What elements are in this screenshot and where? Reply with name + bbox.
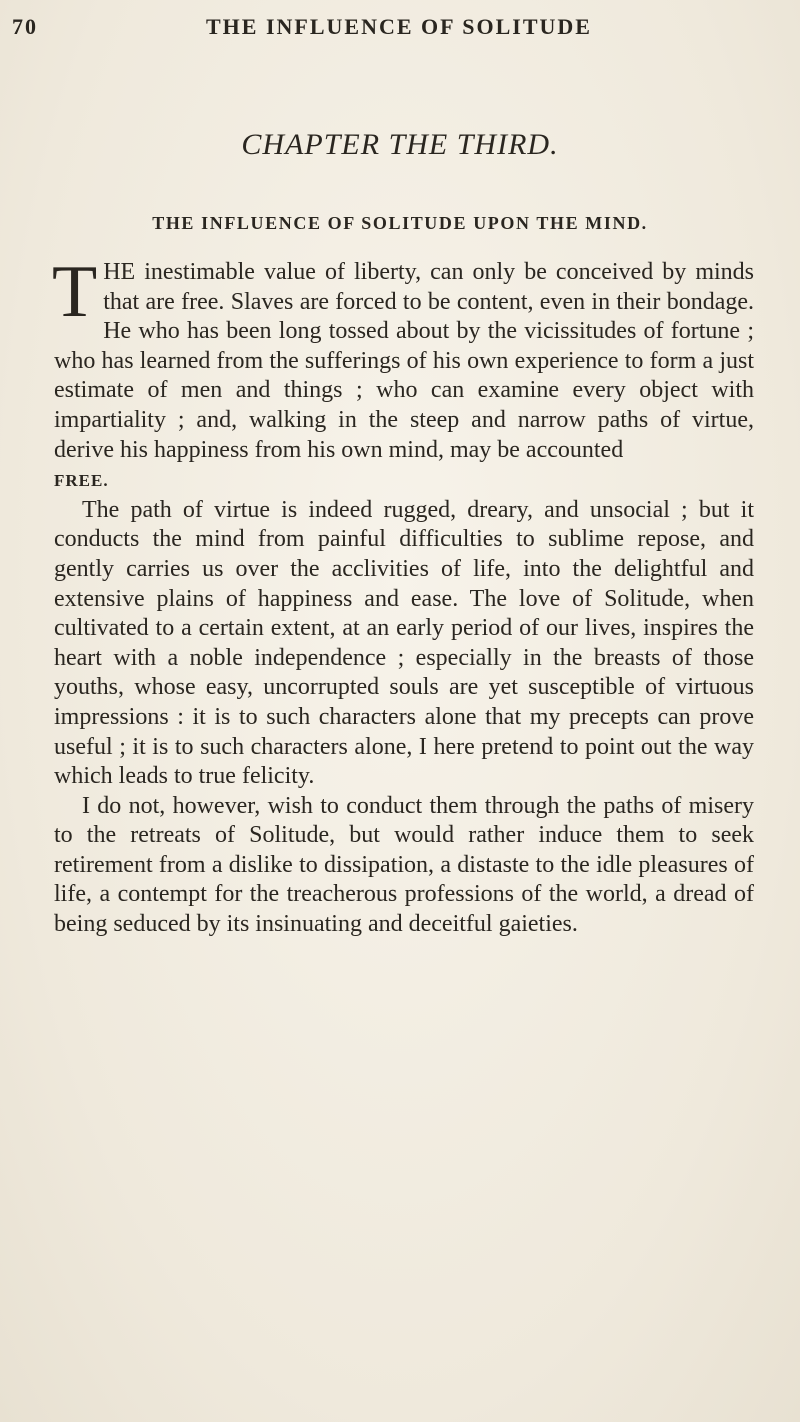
paragraph-3: I do not, however, wish to conduct them through the paths of misery to the retreats of Solitude, but would rather induce them to seek retirement from a dislike to dissipation, a distaste to the idle pleasures of life, a contempt for the treacherous professions of the world, a dread of being seduced by its insinuating and deceitful gaieties. — [54, 792, 754, 938]
paragraph-2: The path of virtue is indeed rugged, dreary, and unsocial ; but it conducts the mind from painful difficulties to sublime repose, and gently carries us over the acclivities of life, into the delightful and extensive plains of happiness and ease. The love of Solitude, when cultivated to a certain extent, at an early period of our lives, inspires the heart with a noble independence ; especially in the breasts of those youths, whose easy, uncorrupted souls are yet susceptible of virtuous impressions : it is to such characters alone that my precepts can prove useful ; it is to such characters alone, I here pretend to point out the way which leads to true felicity. — [54, 496, 754, 790]
paragraph-1-tail: FREE. — [54, 471, 109, 491]
running-title: THE INFLUENCE OF SOLITUDE — [206, 14, 592, 39]
chapter-heading: CHAPTER THE THIRD. — [241, 128, 559, 161]
paragraph-1 — [52, 251, 754, 496]
paragraph-1-text: HE inestimable value of liberty, can only be conceived by minds that are free. Slaves are forced to be content, even in their bondage. He who has been long tossed about by the vicissitudes of fortune ; who has learned from the sufferings of his own experience to form a just estimate of men and things ; who can examine every object with impartiality ; and, walking in the steep and narrow paths of virtue, derive his happiness from his own mind, may be accounted — [54, 259, 754, 463]
page-number: 70 — [12, 14, 38, 39]
chapter-subtitle: THE INFLUENCE OF SOLITUDE UPON THE MIND. — [152, 213, 648, 233]
drop-cap: T — [52, 251, 98, 333]
body-text — [52, 251, 754, 940]
running-head — [12, 8, 786, 48]
